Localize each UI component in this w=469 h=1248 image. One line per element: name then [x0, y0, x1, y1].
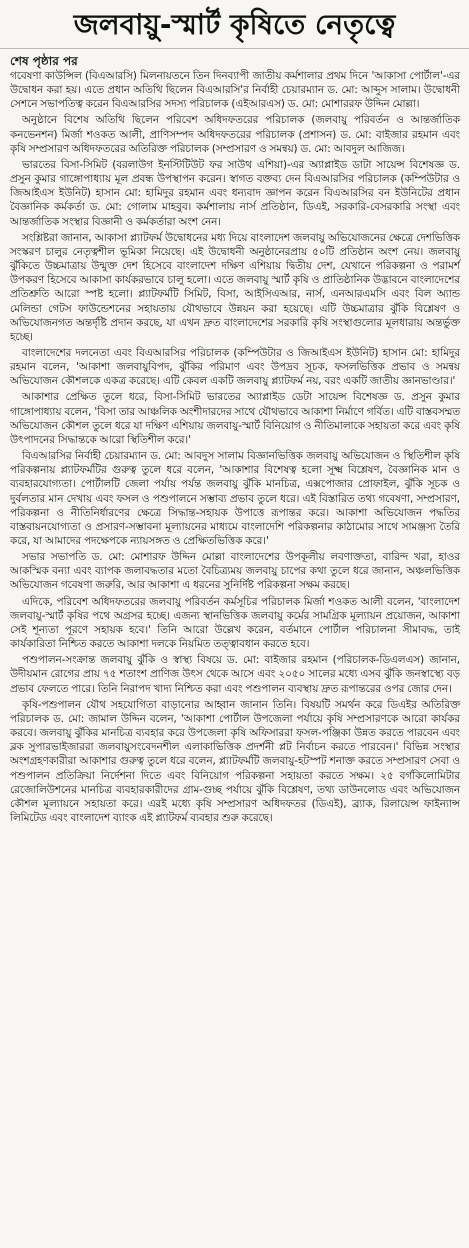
- article-paragraph: সভার সভাপতি ড. মো: মোশারফ উদ্দিন মোল্লা বাংলাদেশের উপকূলীয় লবণাক্ততা, বারিন্দ খরা, হাওর আকস্মিক বন্যা এবং ব্যাপক জলাবদ্ধতার মতো বৈচিত্র্যময় জলবায়ু চাপের কথা তুলে ধরে জানান, অঞ্চলভিত্তিক অভিযোজন গবেষণা জরুরি, আর আকাশা এ ধরনের সুনির্দিষ্ট পরিকল্পনা সক্ষম করছে।: [10, 551, 460, 592]
- article-paragraph: বিএআরসির নির্বাহী চেয়ারম্যান ড. মো: আবদুস সালাম বিজ্ঞানভিত্তিক জলবায়ু অভিযোজন ও স্থিতিশীল কৃষি পরিকল্পনায় প্ল্যাটফর্মটির গুরুত্ব তুলে ধরে বলেন, 'আকাশার বিশেষত্ব হলো সূক্ষ্ম বিশ্লেষণ, বৈজ্ঞানিক মান ও ব্যবহারযোগ্যতা। পোর্টালটি জেলা পর্যায় পর্যন্ত জলবায়ু ঝুঁকি মানচিত্র, এক্সপোজার প্রোফাইল, ঝুঁকি সূচক ও দুর্বলতার মান দেখায় এবং ফসল ও পশুপালনে সম্ভাব্য প্রভাব তুলে ধরে। এই বিস্তারিত তথ্য গবেষণা, সম্প্রসারণ, পরিকল্পনা ও নীতিনির্ধারণের ক্ষেত্রে সিদ্ধান্ত-সহায়ক উপাত্তে রূপান্তর করে। আকাশা অভিযোজন পদ্ধতির বাস্তবায়নযোগ্যতা ও প্রসারণ-সম্ভাবনা মূল্যায়নের মাধ্যমে বাংলাদেশি পরিকল্পনার কাঠামোর সাথে সামঞ্জস্য তৈরি করে, যা আমাদের পদক্ষেপকে ন্যায়সঙ্গত ও প্রেক্ষিতভিত্তিক করে।': [10, 450, 460, 547]
- article-body: [0, 69, 469, 825]
- continuation-label: শেষ পৃষ্ঠার পর: [10, 54, 78, 68]
- article-paragraph: সংশ্লিষ্টরা জানান, আকাসা প্ল্যাটফর্ম উদ্বোধনের মধ্য দিয়ে বাংলাদেশ জলবায়ু অভিযোজনের ক্ষেত্রে দেশভিত্তিক সংস্করণ চালুর নেতৃত্বশীল ভূমিকা নিয়েছে। এই উদ্বোধনী অনুষ্ঠানেরপ্রায় ৫০টি প্রতিষ্ঠান অংশ নেয়। জলবায়ু ঝুঁকিতে উচ্চমাত্রায় উন্মুক্ত দেশ হিসেবে বাংলাদেশ দক্ষিণ এশিয়ায় দ্বিতীয় দেশ, যেখানে পরিকল্পনা ও পরামর্শ উপকরণ হিসেবে আকাসা কার্যকরভাবে চালু হলো। এতে জলবায়ু স্মার্ট কৃষি ও প্রাতিষ্ঠানিক উদ্ভাবনে বাংলাদেশের প্রতিশ্রুতি আরো স্পষ্ট হলো। প্ল্যাটফর্মটি সিমিট, বিসা, আইসিএআর, নার্স, এনআরএমসি এবং বিল অ্যান্ড মেলিন্ডা গেটস ফাউন্ডেশনের সহায়তায় যৌথভাবে উন্নয়ন করা হয়েছে। এটি উচ্চমাত্রার ঝুঁকি বিশ্লেষণ ও অভিযোজনগত অন্তর্দৃষ্টি প্রদান করছে, যা এখন দ্রুত বাংলাদেশের সরকারি কৃষি সংস্থাগুলোর মূলধারায় অন্তর্ভুক্ত হচ্ছে।: [10, 231, 460, 343]
- article-paragraph: পশুপালন-সংক্রান্ত জলবায়ু ঝুঁকি ও স্বাস্থ্য বিষয়ে ড. মো: বাইজার রহমান (পরিচালক-ডিএলএস) জানান, উদীয়মান রোগের প্রায় ৭৫ শতাংশ প্রাণিজ উৎস থেকে আসে এবং ২০৫০ সালের মধ্যে এসব ঝুঁকি জনস্বাস্থ্যে বড় প্রভাব ফেলতে পারে। তিনি নিরাপদ খাদ্য নিশ্চিত করা এবং পশুপালন ব্যবস্থায় দ্রুত রূপান্তরের ওপর জোর দেন।: [10, 654, 460, 695]
- article-paragraph: বাংলাদেশের দলনেতা এবং বিএআরসির পরিচালক (কম্পিউটার ও জিআইএস ইউনিট) হাসান মো: হামিদুর রহমান বলেন, 'আকাশা জলবায়ুবিপদ, ঝুঁকির পরিমাণ এবং উপদ্রব সূচক, ফসলভিত্তিক প্রভাব ও সমন্বয় অভিযোজন কৌশলকে একত্র করেছে। এটি কেবল একটি জলবায়ু প্ল্যাটফর্ম নয়, বরং একটি জাতীয় জ্ঞানভাণ্ডার।': [10, 346, 460, 388]
- article-paragraph: অনুষ্ঠানে বিশেষ অতিথি ছিলেন পরিবেশ অধিদফতরের পরিচালক (জলবায়ু পরিবর্তন ও আন্তর্জাতিক কনভেনশন) মির্জা শওকত আলী, প্রাণিসম্পদ অধিদফতরের পরিচালক (প্রশাসন) ড. মো: বাইজার রহমান এবং কৃষি সম্প্রসারণ অধিদফতরের অতিরিক্ত পরিচালক (সম্প্রসারণ ও সমন্বয়) ড. মো: আবদুল আজিজ।: [10, 114, 460, 155]
- article-paragraph: ভারতের বিসা-সিমিট (বরলাউগ ইনস্টিটিউট ফর সাউথ এশিয়া)-এর অ্যাপ্লাইড ডাটা সায়েন্স বিশেষজ্ঞ ড. প্রসুন কুমার গাঙ্গোপাধ্যায় মূল প্রবন্ধ উপস্থাপন করেন। স্বাগত বক্তব্য দেন বিএআরসির পরিচালক (কম্পিউটার ও জিআইএস ইউনিট) হাসান মো: হামিদুর রহমান এবং ধন্যবাদ জ্ঞাপন করেন বিএআরসির বন ইউনিটের প্রধান বৈজ্ঞানিক কর্মকর্তা ড. মো: গোলাম মাহবুব। কর্মশালায় নার্স প্রতিষ্ঠান, ডিএই, সরকারি-বেসরকারি সংস্থা এবং আন্তর্জাতিক সংস্থার বিজ্ঞানী ও কর্মকর্তারা অংশ নেন।: [10, 158, 460, 228]
- article-headline: জলবায়ু-স্মার্ট কৃষিতে নেতৃত্বে: [0, 0, 469, 49]
- article-paragraph: এদিকে, পরিবেশ অধিদফতরের জলবায়ু পরিবর্তন কর্মসূচির পরিচালক মির্জা শওকত আলী বলেন, 'বাংলাদেশ জলবায়ু-স্মার্ট কৃষির পথে অগ্রসর হচ্ছে। এজন্য স্থানভিত্তিক জলবায়ু কর্মের সামগ্রিক মূল্যায়ন প্রয়োজন, আকাশা সেই শূন্যতা পূরণে সহায়ক হবে।' তিনি আরো উল্লেখ করেন, বর্তমানে পোর্টাল পরিচালনা সীমাবদ্ধ, তাই কার্যকারিতা নিশ্চিত করতে আকাশা দলকে নিয়মিত তত্ত্বাবধান করতে হবে।: [10, 595, 460, 651]
- article-paragraph: আকাশার প্রেক্ষিত তুলে ধরে, বিসা-সিমিট ভারতের অ্যাপ্লাইড ডেটা সায়েন্স বিশেষজ্ঞ ড. প্রসুন কুমার গাঙ্গোপাধ্যায় বলেন, 'বিসা তার আঞ্চলিক অংশীদারদের সাথে যৌথভাবে আকাশা নির্মাণে গর্বিত। এটি বাস্তবসম্মত অভিযোজন কৌশল তুলে ধরে যা দক্ষিণ এশিয়ায় জলবায়ু-স্মার্ট বিনিয়োগ ও নীতিমালাকে সহায়তা করে এবং কৃষি উৎপাদনের সিদ্ধান্তকে আরো স্থিতিশীল করে।': [10, 391, 460, 446]
- article-paragraph: গবেষণা কাউন্সিল (বিএআরসি) মিলনায়তনে তিন দিনব্যাপী জাতীয় কর্মশালার প্রথম দিনে 'আকাসা পোর্টাল'-এর উদ্বোধন করা হয়। এতে প্রধান অতিথি ছিলেন বিএআরসি'র নির্বাহী চেয়ারম্যান ড. মো: আব্দুস সালাম। উদ্বোধনী সেশনে সভাপতিত্ব করেন বিএআরসির সদস্য পরিচালক (এইআরএস) ড. মো: মোশাররফ উদ্দিন মোল্লা।: [10, 70, 460, 111]
- article-paragraph: কৃষি-পশুপালন যৌথ সহযোগিতা বাড়ানোর আহ্বান জানান তিনি। বিষয়টি সমর্থন করে ডিএইর অতিরিক্ত পরিচালক ড. মো: জামাল উদ্দিন বলেন, 'আকাশা পোর্টাল উপজেলা পর্যায়ে কৃষি সম্প্রসারণকে আরো কার্যকর করবে। জলবায়ু ঝুঁকির মানচিত্র ব্যবহার করে উপজেলা কৃষি অফিসাররা ফসল-পঞ্জিকা উন্নত করতে পারবেন এবং ব্লক সুপারভাইজাররা জলবায়ুসংবেদনশীল এলাকাভিত্তিক প্রদর্শনী প্লট নির্বাচন করতে পারবেন।' বিভিন্ন সংস্থার অংশগ্রহণকারীরা আকাশার গুরুত্ব তুলে ধরে বলেন, প্ল্যাটফর্মটি জলবায়ু-হটস্পট শনাক্ত করতে সম্প্রসারণ সেবা ও পশুপালন প্রতিক্রিয়া নির্দেশনা দিতে এবং বিনিয়োগ পরিকল্পনা সহায়তা করতে সক্ষম। ২৫ বর্গকিলোমিটার রেজোলিউশনের মানচিত্র ব্যবহারকারীদের গ্রাম-গুচ্ছ পর্যায়ে ঝুঁকি বিশ্লেষণ, তথ্য ডাউনলোড এবং অভিযোজন কৌশল মূল্যায়নে সহায়তা করে। এরই মধ্যে কৃষি সম্প্রসারণ অধিদফতর (ডিএই), ব্র্যাক, রিলায়েন্স ফাইন্যান্স লিমিটেড এবং বাংলাদেশ ব্যাংক এই প্ল্যাটফর্ম ব্যবহার শুরু করেছে।: [10, 698, 460, 824]
